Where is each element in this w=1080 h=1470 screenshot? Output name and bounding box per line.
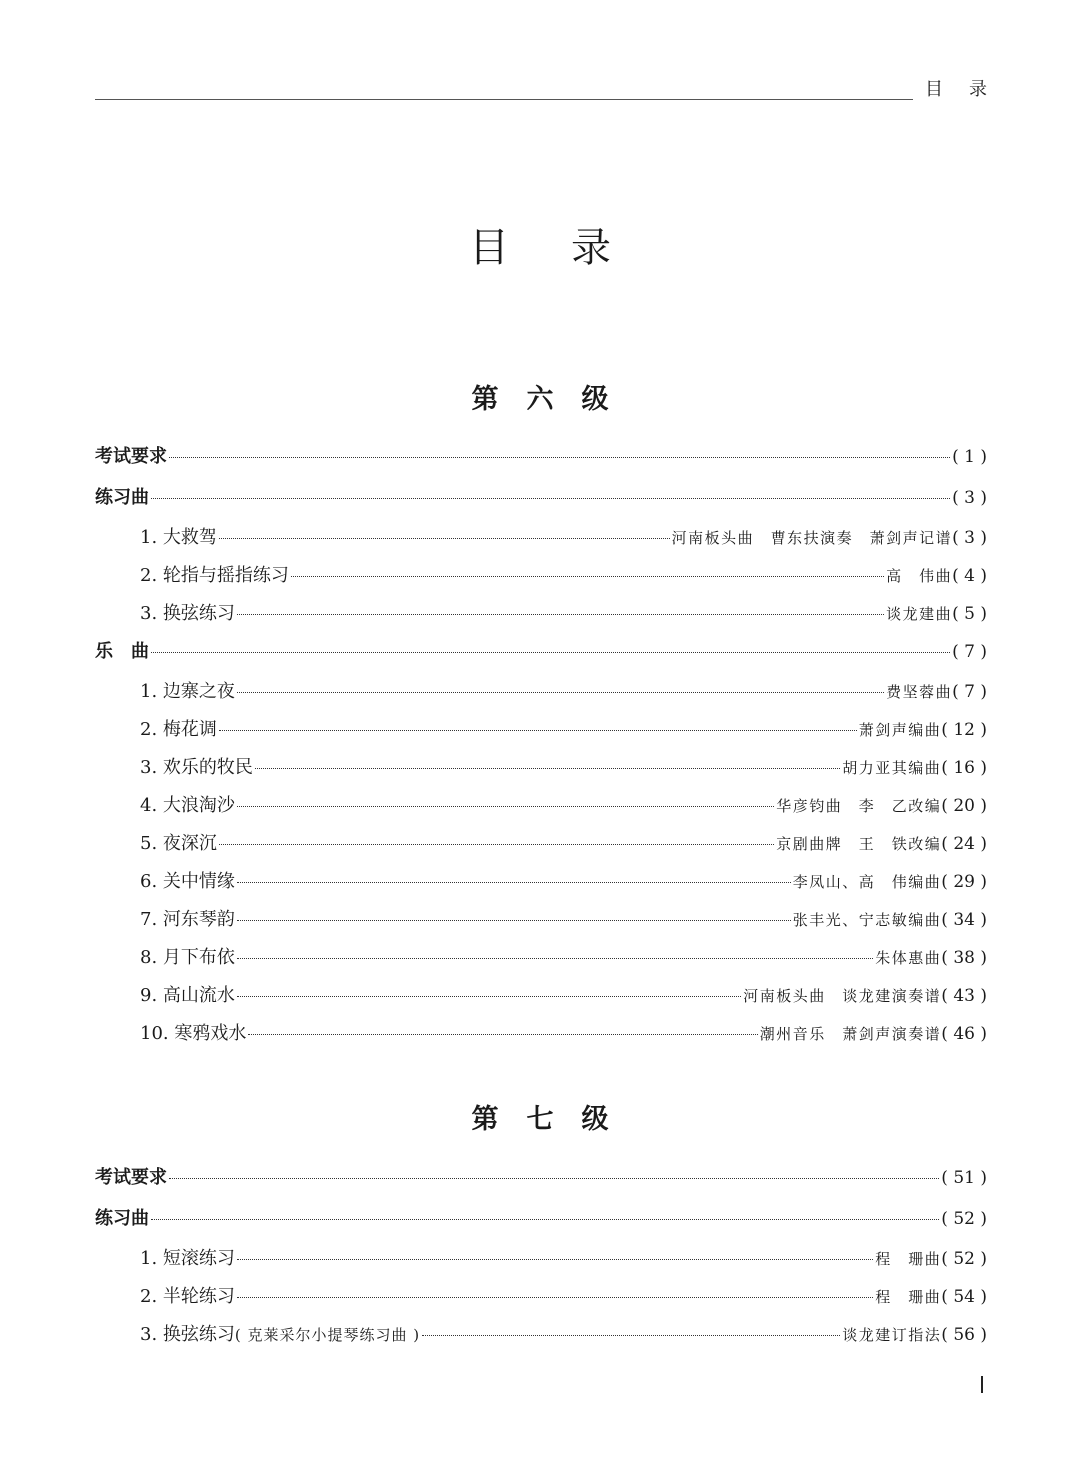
- toc-entry-credit: 谈龙建订指法: [842, 1326, 942, 1344]
- dot-leader: [219, 844, 774, 845]
- toc-entry-title: 1. 大救驾: [140, 527, 217, 548]
- toc-entry-item[interactable]: [140, 680, 987, 704]
- toc-entry-item[interactable]: [140, 1022, 987, 1046]
- toc-entry-credit: 河南板头曲 曹东扶演奏 萧剑声记谱: [671, 529, 953, 547]
- dot-leader: [237, 1297, 873, 1298]
- toc-entry-title: 3. 换弦练习: [140, 1324, 235, 1345]
- toc-entry-credit: 潮州音乐 萧剑声演奏谱: [759, 1025, 942, 1043]
- running-header: [95, 79, 1013, 100]
- toc-entry-page: ( 34 ): [941, 910, 987, 930]
- dot-leader: [237, 692, 884, 693]
- toc-entry-page: ( 38 ): [941, 948, 987, 968]
- toc-entry-title: 练习曲: [95, 1208, 149, 1229]
- toc-entry-item[interactable]: [140, 946, 987, 970]
- toc-entry-credit: 高 伟曲: [886, 567, 953, 585]
- page-folio-mark: [981, 1376, 983, 1393]
- toc-entry-item[interactable]: [140, 832, 987, 856]
- dot-leader: [237, 920, 791, 921]
- dot-leader: [237, 806, 774, 807]
- toc-entry-title: 考试要求: [95, 1167, 167, 1188]
- toc-entry-page: ( 46 ): [941, 1024, 987, 1044]
- dot-leader: [237, 1259, 873, 1260]
- toc-entry-credit: 河南板头曲 谈龙建演奏谱: [743, 987, 942, 1005]
- toc-entry-page: ( 24 ): [941, 834, 987, 854]
- toc-entry-credit: 程 珊曲: [875, 1288, 942, 1306]
- dot-leader: [169, 1178, 939, 1179]
- toc-entry-title: 6. 关中情缘: [140, 871, 235, 892]
- dot-leader: [237, 958, 873, 959]
- toc-entry-title: 8. 月下布依: [140, 947, 235, 968]
- toc-entry-title: 7. 河东琴韵: [140, 909, 235, 930]
- toc-entry-title: 10. 寒鸦戏水: [140, 1023, 247, 1044]
- dot-leader: [237, 882, 791, 883]
- toc-entry-title: 练习曲: [95, 487, 149, 508]
- toc-entry-page: ( 4 ): [952, 566, 987, 586]
- dot-leader: [151, 1219, 939, 1220]
- toc-entry-exam-requirements[interactable]: [95, 445, 987, 469]
- toc-entry-item[interactable]: [140, 564, 987, 588]
- toc-entry-pieces[interactable]: [95, 640, 987, 664]
- toc-entry-credit: 萧剑声编曲: [858, 721, 942, 739]
- dot-leader: [169, 457, 950, 458]
- toc-entry-title: 3. 欢乐的牧民: [140, 757, 253, 778]
- toc-entry-item[interactable]: [140, 1285, 987, 1309]
- toc-entry-page: ( 1 ): [952, 447, 987, 467]
- toc-entry-title: 2. 半轮练习: [140, 1286, 235, 1307]
- toc-entry-credit: 谈龙建曲: [886, 605, 953, 623]
- toc-entry-item[interactable]: [140, 756, 987, 780]
- dot-leader: [151, 498, 950, 499]
- toc-entry-page: ( 51 ): [941, 1168, 987, 1188]
- toc-entry-title: 5. 夜深沉: [140, 833, 217, 854]
- toc-entry-credit: 张丰光、宁志敏编曲: [792, 911, 942, 929]
- dot-leader: [219, 730, 857, 731]
- toc-entry-page: ( 43 ): [941, 986, 987, 1006]
- toc-entry-page: ( 56 ): [941, 1325, 987, 1345]
- toc-entry-credit: 朱体惠曲: [875, 949, 942, 967]
- toc-entry-item[interactable]: [140, 718, 987, 742]
- toc-entry-page: ( 52 ): [941, 1209, 987, 1229]
- toc-entry-item[interactable]: [140, 984, 987, 1008]
- toc-entry-page: ( 12 ): [941, 720, 987, 740]
- toc-entry-etudes[interactable]: [95, 1207, 987, 1231]
- toc-entry-page: ( 20 ): [941, 796, 987, 816]
- toc-entry-item[interactable]: [140, 1323, 987, 1347]
- toc-entry-title: 9. 高山流水: [140, 985, 235, 1006]
- toc-entry-page: ( 7 ): [952, 642, 987, 662]
- toc-entry-credit: 费坚蓉曲: [886, 683, 953, 701]
- dot-leader: [422, 1335, 840, 1336]
- toc-entry-note: ( 克莱采尔小提琴练习曲 ): [234, 1326, 421, 1344]
- toc-entry-page: ( 5 ): [952, 604, 987, 624]
- toc-entry-credit: 李凤山、高 伟编曲: [792, 873, 942, 891]
- running-head-label: 目录: [925, 79, 1013, 100]
- dot-leader: [255, 768, 840, 769]
- toc-entry-title: 1. 短滚练习: [140, 1248, 235, 1269]
- toc-entry-page: ( 3 ): [952, 528, 987, 548]
- header-rule: [95, 83, 913, 100]
- level-7-title: 第七级: [471, 1104, 637, 1135]
- toc-entry-item[interactable]: [140, 870, 987, 894]
- dot-leader: [291, 576, 884, 577]
- dot-leader: [237, 996, 741, 997]
- toc-entry-etudes[interactable]: [95, 486, 987, 510]
- toc-entry-credit: 华彦钧曲 李 乙改编: [776, 797, 942, 815]
- toc-entry-item[interactable]: [140, 526, 987, 550]
- dot-leader: [237, 614, 884, 615]
- toc-entry-item[interactable]: [140, 602, 987, 626]
- toc-entry-title: 1. 边寨之夜: [140, 681, 235, 702]
- page-title: 目录: [469, 225, 673, 271]
- toc-entry-page: ( 54 ): [941, 1287, 987, 1307]
- level-6-title: 第六级: [471, 384, 637, 415]
- toc-entry-exam-requirements[interactable]: [95, 1166, 987, 1190]
- toc-entry-page: ( 7 ): [952, 682, 987, 702]
- toc-entry-page: ( 3 ): [952, 488, 987, 508]
- dot-leader: [151, 652, 950, 653]
- toc-entry-title: 2. 轮指与摇指练习: [140, 565, 289, 586]
- toc-entry-item[interactable]: [140, 908, 987, 932]
- toc-entry-title: 2. 梅花调: [140, 719, 217, 740]
- toc-entry-item[interactable]: [140, 794, 987, 818]
- toc-entry-title: 4. 大浪淘沙: [140, 795, 235, 816]
- toc-entry-title: 3. 换弦练习: [140, 603, 235, 624]
- toc-entry-title: 乐 曲: [95, 641, 149, 662]
- toc-entry-title: 考试要求: [95, 446, 167, 467]
- toc-entry-page: ( 16 ): [941, 758, 987, 778]
- toc-entry-credit: 胡力亚其编曲: [842, 759, 942, 777]
- toc-entry-page: ( 29 ): [941, 872, 987, 892]
- dot-leader: [248, 1034, 757, 1035]
- toc-entry-credit: 程 珊曲: [875, 1250, 942, 1268]
- toc-entry-item[interactable]: [140, 1247, 987, 1271]
- toc-entry-page: ( 52 ): [941, 1249, 987, 1269]
- dot-leader: [219, 538, 670, 539]
- toc-entry-credit: 京剧曲牌 王 铁改编: [776, 835, 942, 853]
